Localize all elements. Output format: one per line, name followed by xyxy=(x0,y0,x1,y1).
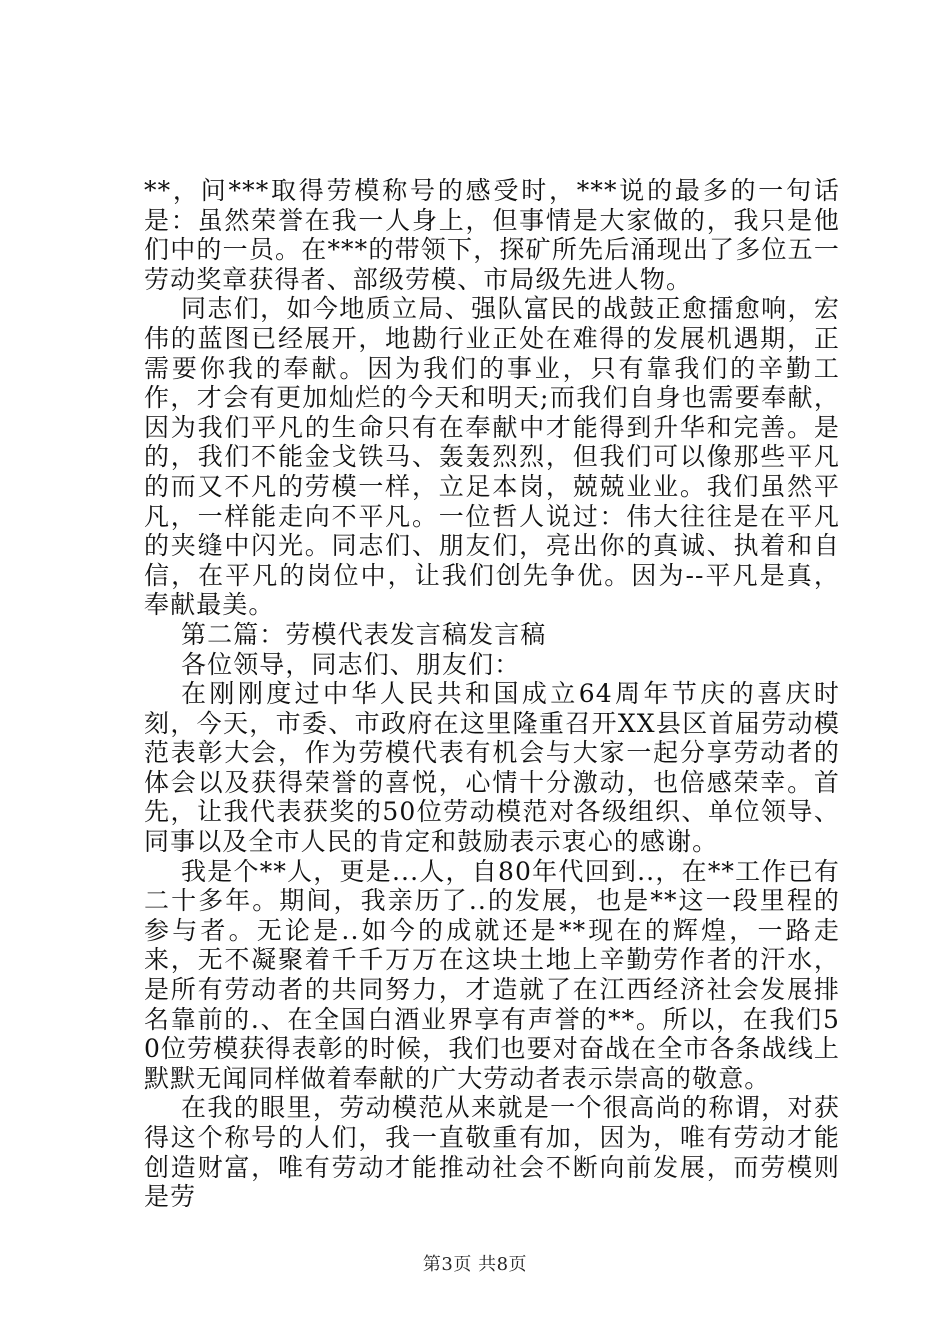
paragraph-5: 在我的眼里，劳动模范从来就是一个很高尚的称谓，对获得这个称号的人们，我一直敬重有加，因为，唯有劳动才能创造财富，唯有劳动才能推动社会不断向前发展，而劳模则是劳 xyxy=(144,1093,840,1212)
paragraph-1: **，问***取得劳模称号的感受时，***说的最多的一句话是：虽然荣誉在我一人身上，但事情是大家做的，我只是他们中的一员。在***的带领下，探矿所先后涌现出了多位五一劳动奖章获得者、部级劳模、市局级先进人物。 xyxy=(144,176,840,294)
paragraph-3: 在刚刚度过中华人民共和国成立64周年节庆的喜庆时刻，今天，市委、市政府在这里隆重召开XX县区首届劳动模范表彰大会，作为劳模代表有机会与大家一起分享劳动者的体会以及获得荣誉的喜悦，心情十分激动，也倍感荣幸。首先，让我代表获奖的50位劳动模范对各级组织、单位领导、同事以及全市人民的肯定和鼓励表示衷心的感谢。 xyxy=(144,679,840,857)
paragraph-4: 我是个**人，更是...人，自80年代回到..，在**工作已有二十多年。期间，我亲历了..的发展，也是**这一段里程的参与者。无论是..如今的成就还是**现在的辉煌，一路走来，无不凝聚着千千万万在这块土地上辛勤劳作者的汗水，是所有劳动者的共同努力，才造就了在江西经济社会发展排名靠前的.、在全国白酒业界享有声誉的**。所以，在我们50位劳模获得表彰的时候，我们也要对奋战在全市各条战线上默默无闻同样做着奉献的广大劳动者表示崇高的敬意。 xyxy=(144,856,840,1093)
salutation: 各位领导，同志们、朋友们： xyxy=(181,649,521,679)
page-number-footer: 第3页 共8页 xyxy=(422,1254,528,1275)
section-heading: 第二篇：劳模代表发言稿发言稿 xyxy=(181,619,547,649)
paragraph-2: 同志们，如今地质立局、强队富民的战鼓正愈擂愈响，宏伟的蓝图已经展开，地勘行业正处在难得的发展机遇期，正需要你我的奉献。因为我们的事业，只有靠我们的辛勤工作，才会有更加灿烂的今天和明天;而我们自身也需要奉献，因为我们平凡的生命只有在奉献中才能得到升华和完善。是的，我们不能金戈铁马、轰轰烈烈，但我们可以像那些平凡的而又不凡的劳模一样，立足本岗，兢兢业业。我们虽然平凡，一样能走向不平凡。一位哲人说过：伟大往往是在平凡的夹缝中闪光。同志们、朋友们，亮出你的真诚、执着和自信，在平凡的岗位中，让我们创先争优。因为--平凡是真，奉献最美。 xyxy=(144,294,840,620)
document-body xyxy=(144,176,840,1212)
